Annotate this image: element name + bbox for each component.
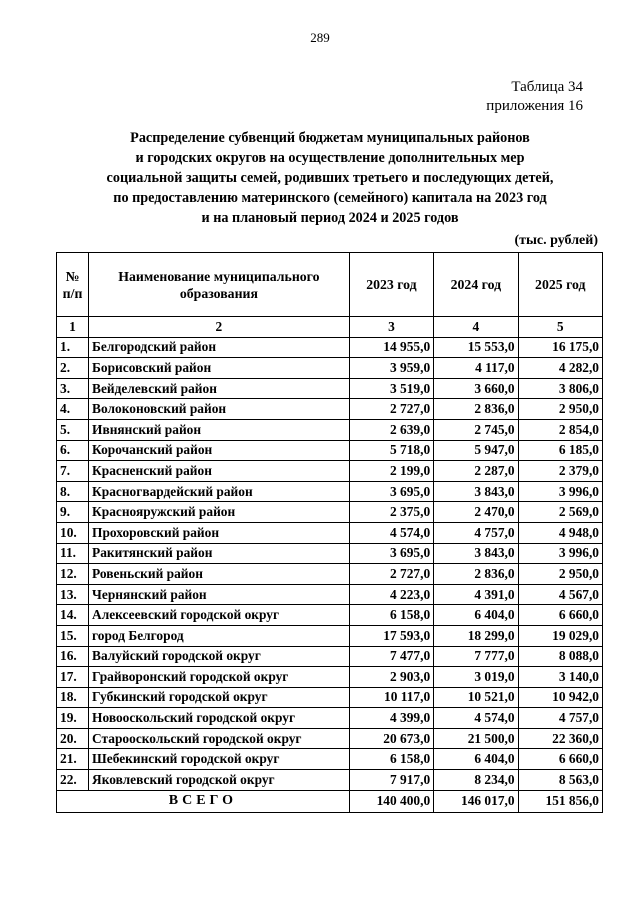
value-2024: 5 947,0 (434, 440, 518, 461)
value-2025: 3 806,0 (518, 378, 602, 399)
value-2025: 3 996,0 (518, 543, 602, 564)
value-2023: 5 718,0 (349, 440, 433, 461)
municipality-name: Алексеевский городской округ (89, 605, 350, 626)
value-2024: 4 117,0 (434, 358, 518, 379)
value-2024: 7 777,0 (434, 646, 518, 667)
row-number: 4. (57, 399, 89, 420)
column-index-row (57, 317, 603, 338)
title-line: социальной защиты семей, родивших третьего и последующих детей, (106, 170, 554, 186)
table-row (57, 399, 603, 420)
value-2023: 6 158,0 (349, 749, 433, 770)
municipality-name: Губкинский городской округ (89, 687, 350, 708)
header-2024: 2024 год (434, 253, 518, 317)
municipality-name: Красногвардейский район (89, 481, 350, 502)
value-2023: 2 639,0 (349, 419, 433, 440)
value-2023: 7 917,0 (349, 770, 433, 791)
value-2023: 2 375,0 (349, 502, 433, 523)
value-2025: 3 996,0 (518, 481, 602, 502)
row-number: 15. (57, 625, 89, 646)
row-number: 16. (57, 646, 89, 667)
value-2023: 6 158,0 (349, 605, 433, 626)
value-2024: 4 574,0 (434, 708, 518, 729)
table-row (57, 358, 603, 379)
table-row (57, 584, 603, 605)
value-2024: 3 843,0 (434, 543, 518, 564)
table-row (57, 564, 603, 585)
row-number: 17. (57, 667, 89, 688)
value-2025: 4 567,0 (518, 584, 602, 605)
municipality-name: Борисовский район (89, 358, 350, 379)
row-number: 13. (57, 584, 89, 605)
table-row (57, 378, 603, 399)
value-2023: 2 727,0 (349, 399, 433, 420)
index-cell: 1 (57, 317, 89, 338)
table-row (57, 337, 603, 358)
value-2025: 8 088,0 (518, 646, 602, 667)
table-row (57, 728, 603, 749)
value-2023: 10 117,0 (349, 687, 433, 708)
total-2025: 151 856,0 (518, 790, 602, 812)
value-2023: 3 959,0 (349, 358, 433, 379)
value-2025: 4 757,0 (518, 708, 602, 729)
total-row (57, 790, 603, 812)
municipality-name: Ровеньский район (89, 564, 350, 585)
table-row (57, 502, 603, 523)
header-2025: 2025 год (518, 253, 602, 317)
table-row (57, 770, 603, 791)
title-line: и городских округов на осуществление дополнительных мер (135, 150, 525, 166)
row-number: 2. (57, 358, 89, 379)
document-title (60, 128, 600, 228)
index-cell: 5 (518, 317, 602, 338)
municipality-name: Чернянский район (89, 584, 350, 605)
value-2023: 4 574,0 (349, 522, 433, 543)
title-line: по предоставлению материнского (семейного) капитала на 2023 год (113, 190, 547, 206)
municipality-name: город Белгород (89, 625, 350, 646)
table-reference (486, 78, 583, 116)
row-number: 14. (57, 605, 89, 626)
table-row (57, 543, 603, 564)
header-2023: 2023 год (349, 253, 433, 317)
municipality-name: Волоконовский район (89, 399, 350, 420)
value-2024: 2 745,0 (434, 419, 518, 440)
table-row (57, 687, 603, 708)
table-row (57, 708, 603, 729)
row-number: 7. (57, 461, 89, 482)
table-row (57, 522, 603, 543)
table-row (57, 646, 603, 667)
row-number: 8. (57, 481, 89, 502)
municipality-name: Корочанский район (89, 440, 350, 461)
value-2025: 22 360,0 (518, 728, 602, 749)
row-number: 3. (57, 378, 89, 399)
table-ref-line1: Таблица 34 (511, 79, 583, 95)
municipality-name: Шебекинский городской округ (89, 749, 350, 770)
value-2025: 6 185,0 (518, 440, 602, 461)
page-number: 289 (310, 30, 330, 45)
value-2025: 2 854,0 (518, 419, 602, 440)
table-row (57, 749, 603, 770)
value-2024: 6 404,0 (434, 605, 518, 626)
value-2023: 4 399,0 (349, 708, 433, 729)
municipality-name: Белгородский район (89, 337, 350, 358)
index-cell: 2 (89, 317, 350, 338)
value-2023: 4 223,0 (349, 584, 433, 605)
header-name-line2: образования (179, 285, 258, 301)
table-row (57, 605, 603, 626)
header-num-line2: п/п (62, 285, 83, 301)
value-2025: 8 563,0 (518, 770, 602, 791)
value-2024: 4 757,0 (434, 522, 518, 543)
municipality-name: Прохоровский район (89, 522, 350, 543)
total-2023: 140 400,0 (349, 790, 433, 812)
value-2025: 10 942,0 (518, 687, 602, 708)
table-row (57, 667, 603, 688)
value-2025: 16 175,0 (518, 337, 602, 358)
header-num-line1: № (65, 268, 80, 284)
table-ref-line2: приложения 16 (486, 98, 583, 114)
value-2024: 3 660,0 (434, 378, 518, 399)
municipality-name: Новооскольский городской округ (89, 708, 350, 729)
municipality-name: Краснояружский район (89, 502, 350, 523)
value-2023: 2 199,0 (349, 461, 433, 482)
value-2025: 4 282,0 (518, 358, 602, 379)
value-2023: 2 727,0 (349, 564, 433, 585)
value-2025: 4 948,0 (518, 522, 602, 543)
table-row (57, 481, 603, 502)
header-row (57, 253, 603, 317)
title-line: Распределение субвенций бюджетам муниципальных районов (130, 130, 530, 146)
value-2023: 7 477,0 (349, 646, 433, 667)
row-number: 1. (57, 337, 89, 358)
table-row (57, 461, 603, 482)
value-2023: 3 519,0 (349, 378, 433, 399)
value-2024: 18 299,0 (434, 625, 518, 646)
value-2025: 6 660,0 (518, 605, 602, 626)
value-2024: 2 470,0 (434, 502, 518, 523)
municipality-name: Яковлевский городской округ (89, 770, 350, 791)
row-number: 18. (57, 687, 89, 708)
value-2025: 2 950,0 (518, 399, 602, 420)
value-2024: 3 019,0 (434, 667, 518, 688)
row-number: 12. (57, 564, 89, 585)
table-row (57, 625, 603, 646)
title-line: и на плановый период 2024 и 2025 годов (201, 210, 459, 226)
value-2024: 2 836,0 (434, 564, 518, 585)
header-num (57, 253, 89, 317)
value-2025: 2 569,0 (518, 502, 602, 523)
municipality-name: Грайворонский городской округ (89, 667, 350, 688)
table-row (57, 419, 603, 440)
value-2024: 8 234,0 (434, 770, 518, 791)
municipality-name: Красненский район (89, 461, 350, 482)
value-2024: 6 404,0 (434, 749, 518, 770)
value-2024: 10 521,0 (434, 687, 518, 708)
header-name (89, 253, 350, 317)
value-2024: 2 836,0 (434, 399, 518, 420)
row-number: 11. (57, 543, 89, 564)
value-2023: 17 593,0 (349, 625, 433, 646)
row-number: 22. (57, 770, 89, 791)
value-2025: 2 950,0 (518, 564, 602, 585)
value-2023: 2 903,0 (349, 667, 433, 688)
value-2025: 2 379,0 (518, 461, 602, 482)
total-label: ВСЕГО (57, 790, 350, 812)
row-number: 9. (57, 502, 89, 523)
value-2024: 3 843,0 (434, 481, 518, 502)
value-2025: 3 140,0 (518, 667, 602, 688)
value-2025: 6 660,0 (518, 749, 602, 770)
value-2025: 19 029,0 (518, 625, 602, 646)
index-cell: 4 (434, 317, 518, 338)
row-number: 21. (57, 749, 89, 770)
value-2023: 20 673,0 (349, 728, 433, 749)
municipality-name: Ивнянский район (89, 419, 350, 440)
value-2023: 3 695,0 (349, 481, 433, 502)
row-number: 20. (57, 728, 89, 749)
value-2023: 3 695,0 (349, 543, 433, 564)
value-2024: 4 391,0 (434, 584, 518, 605)
row-number: 6. (57, 440, 89, 461)
total-2024: 146 017,0 (434, 790, 518, 812)
row-number: 10. (57, 522, 89, 543)
municipality-name: Ракитянский район (89, 543, 350, 564)
subventions-table (56, 252, 603, 813)
municipality-name: Старооскольский городской округ (89, 728, 350, 749)
municipality-name: Валуйский городской округ (89, 646, 350, 667)
row-number: 5. (57, 419, 89, 440)
row-number: 19. (57, 708, 89, 729)
header-name-line1: Наименование муниципального (118, 268, 320, 284)
value-2024: 2 287,0 (434, 461, 518, 482)
value-2023: 14 955,0 (349, 337, 433, 358)
table-row (57, 440, 603, 461)
value-2024: 21 500,0 (434, 728, 518, 749)
index-cell: 3 (349, 317, 433, 338)
municipality-name: Вейделевский район (89, 378, 350, 399)
units-label: (тыс. рублей) (514, 233, 598, 248)
value-2024: 15 553,0 (434, 337, 518, 358)
